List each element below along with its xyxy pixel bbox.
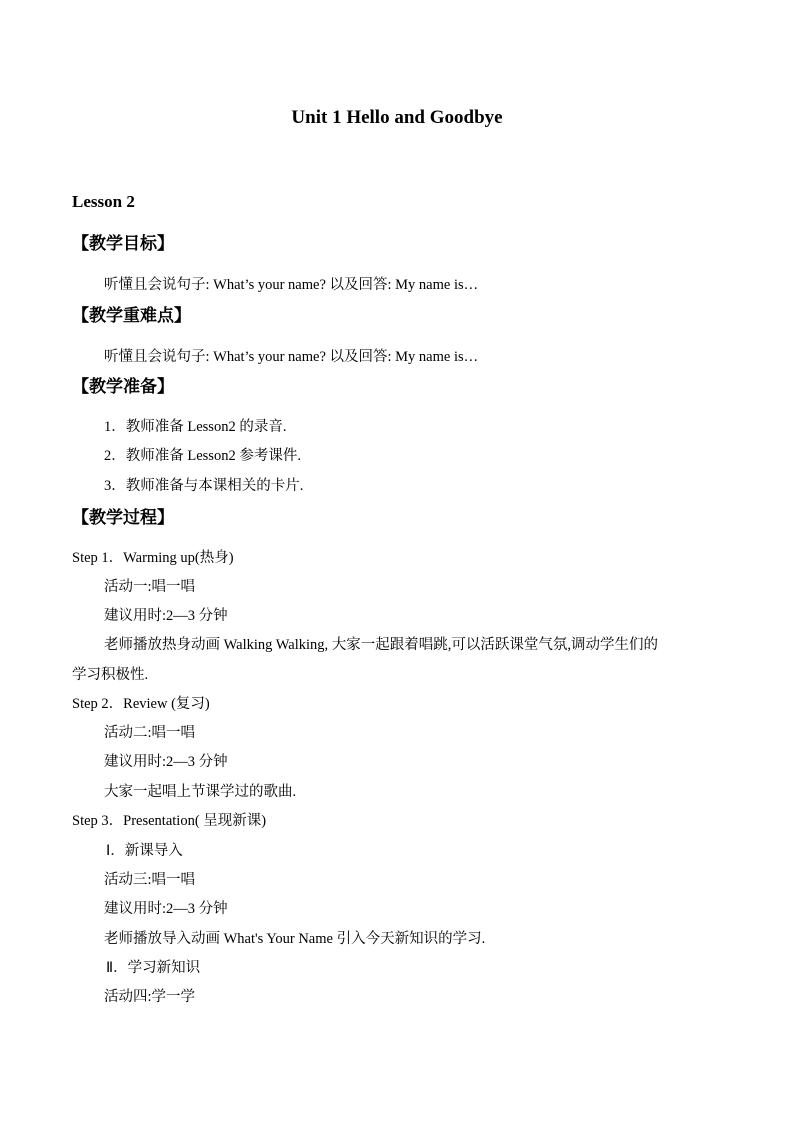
step3-activity4: 活动四:学一学 [104,989,196,1005]
step1-description-line2: 学习积极性. [72,667,149,683]
step2-title: Step 2．Review (复习) [72,696,210,712]
step3-part1-heading: Ⅰ．新课导入 [106,843,183,859]
preparation-item-3: 3．教师准备与本课相关的卡片. [104,478,304,494]
step2-time: 建议用时:2—3 分钟 [104,754,228,770]
preparation-item-2: 2．教师准备 Lesson2 参考课件. [104,448,301,464]
step2-description: 大家一起唱上节课学过的歌曲. [104,784,297,800]
goals-text: 听懂且会说句子: What’s your name? 以及回答: My name is… [104,277,479,293]
lesson-label: Lesson 2 [72,192,135,211]
preparation-item-1: 1．教师准备 Lesson2 的录音. [104,419,287,435]
step1-activity: 活动一:唱一唱 [104,579,196,595]
step3-title: Step 3．Presentation( 呈现新课) [72,813,267,829]
key-points-text: 听懂且会说句子: What’s your name? 以及回答: My name is… [104,349,479,365]
step1-description-line1: 老师播放热身动画 Walking Walking, 大家一起跟着唱跳,可以活跃课堂气氛,调动学生们的 [104,637,659,653]
step1-time: 建议用时:2—3 分钟 [104,608,228,624]
section-heading-preparation: 【教学准备】 [72,377,174,397]
section-heading-goals: 【教学目标】 [72,234,174,254]
step3-part2-heading: Ⅱ．学习新知识 [106,960,201,976]
step1-title: Step 1．Warming up(热身) [72,550,234,566]
section-heading-process: 【教学过程】 [72,508,174,528]
section-heading-key-points: 【教学重难点】 [72,306,191,326]
step3-time3: 建议用时:2—3 分钟 [104,901,228,917]
step3-description3: 老师播放导入动画 What's Your Name 引入今天新知识的学习. [104,931,486,947]
step2-activity: 活动二:唱一唱 [104,725,196,741]
document-title: Unit 1 Hello and Goodbye [291,107,503,128]
step3-activity3: 活动三:唱一唱 [104,872,196,888]
